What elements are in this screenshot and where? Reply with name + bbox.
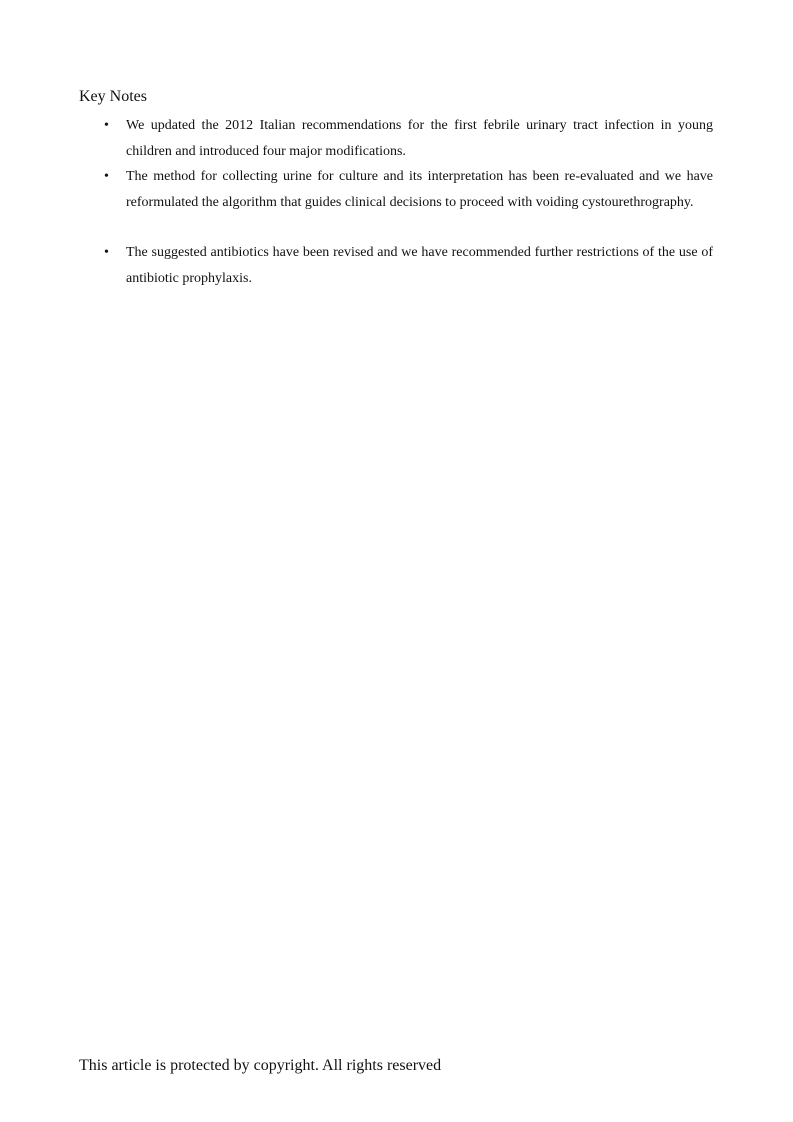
copyright-footer: This article is protected by copyright. All rights reserved [79, 1057, 442, 1074]
key-note-item: • The method for collecting urine for culture and its interpretation has been re-evaluated and we have reformulated the algorithm that guides clinical decisions to proceed with voiding cystourethrography. [126, 164, 713, 215]
key-note-item: • We updated the 2012 Italian recommendations for the first febrile urinary tract infection in young children and introduced four major modifications. [126, 113, 713, 164]
key-note-item: • The suggested antibiotics have been revised and we have recommended further restrictions of the use of antibiotic prophylaxis. [126, 240, 713, 291]
key-notes-heading: Key Notes [79, 88, 147, 105]
